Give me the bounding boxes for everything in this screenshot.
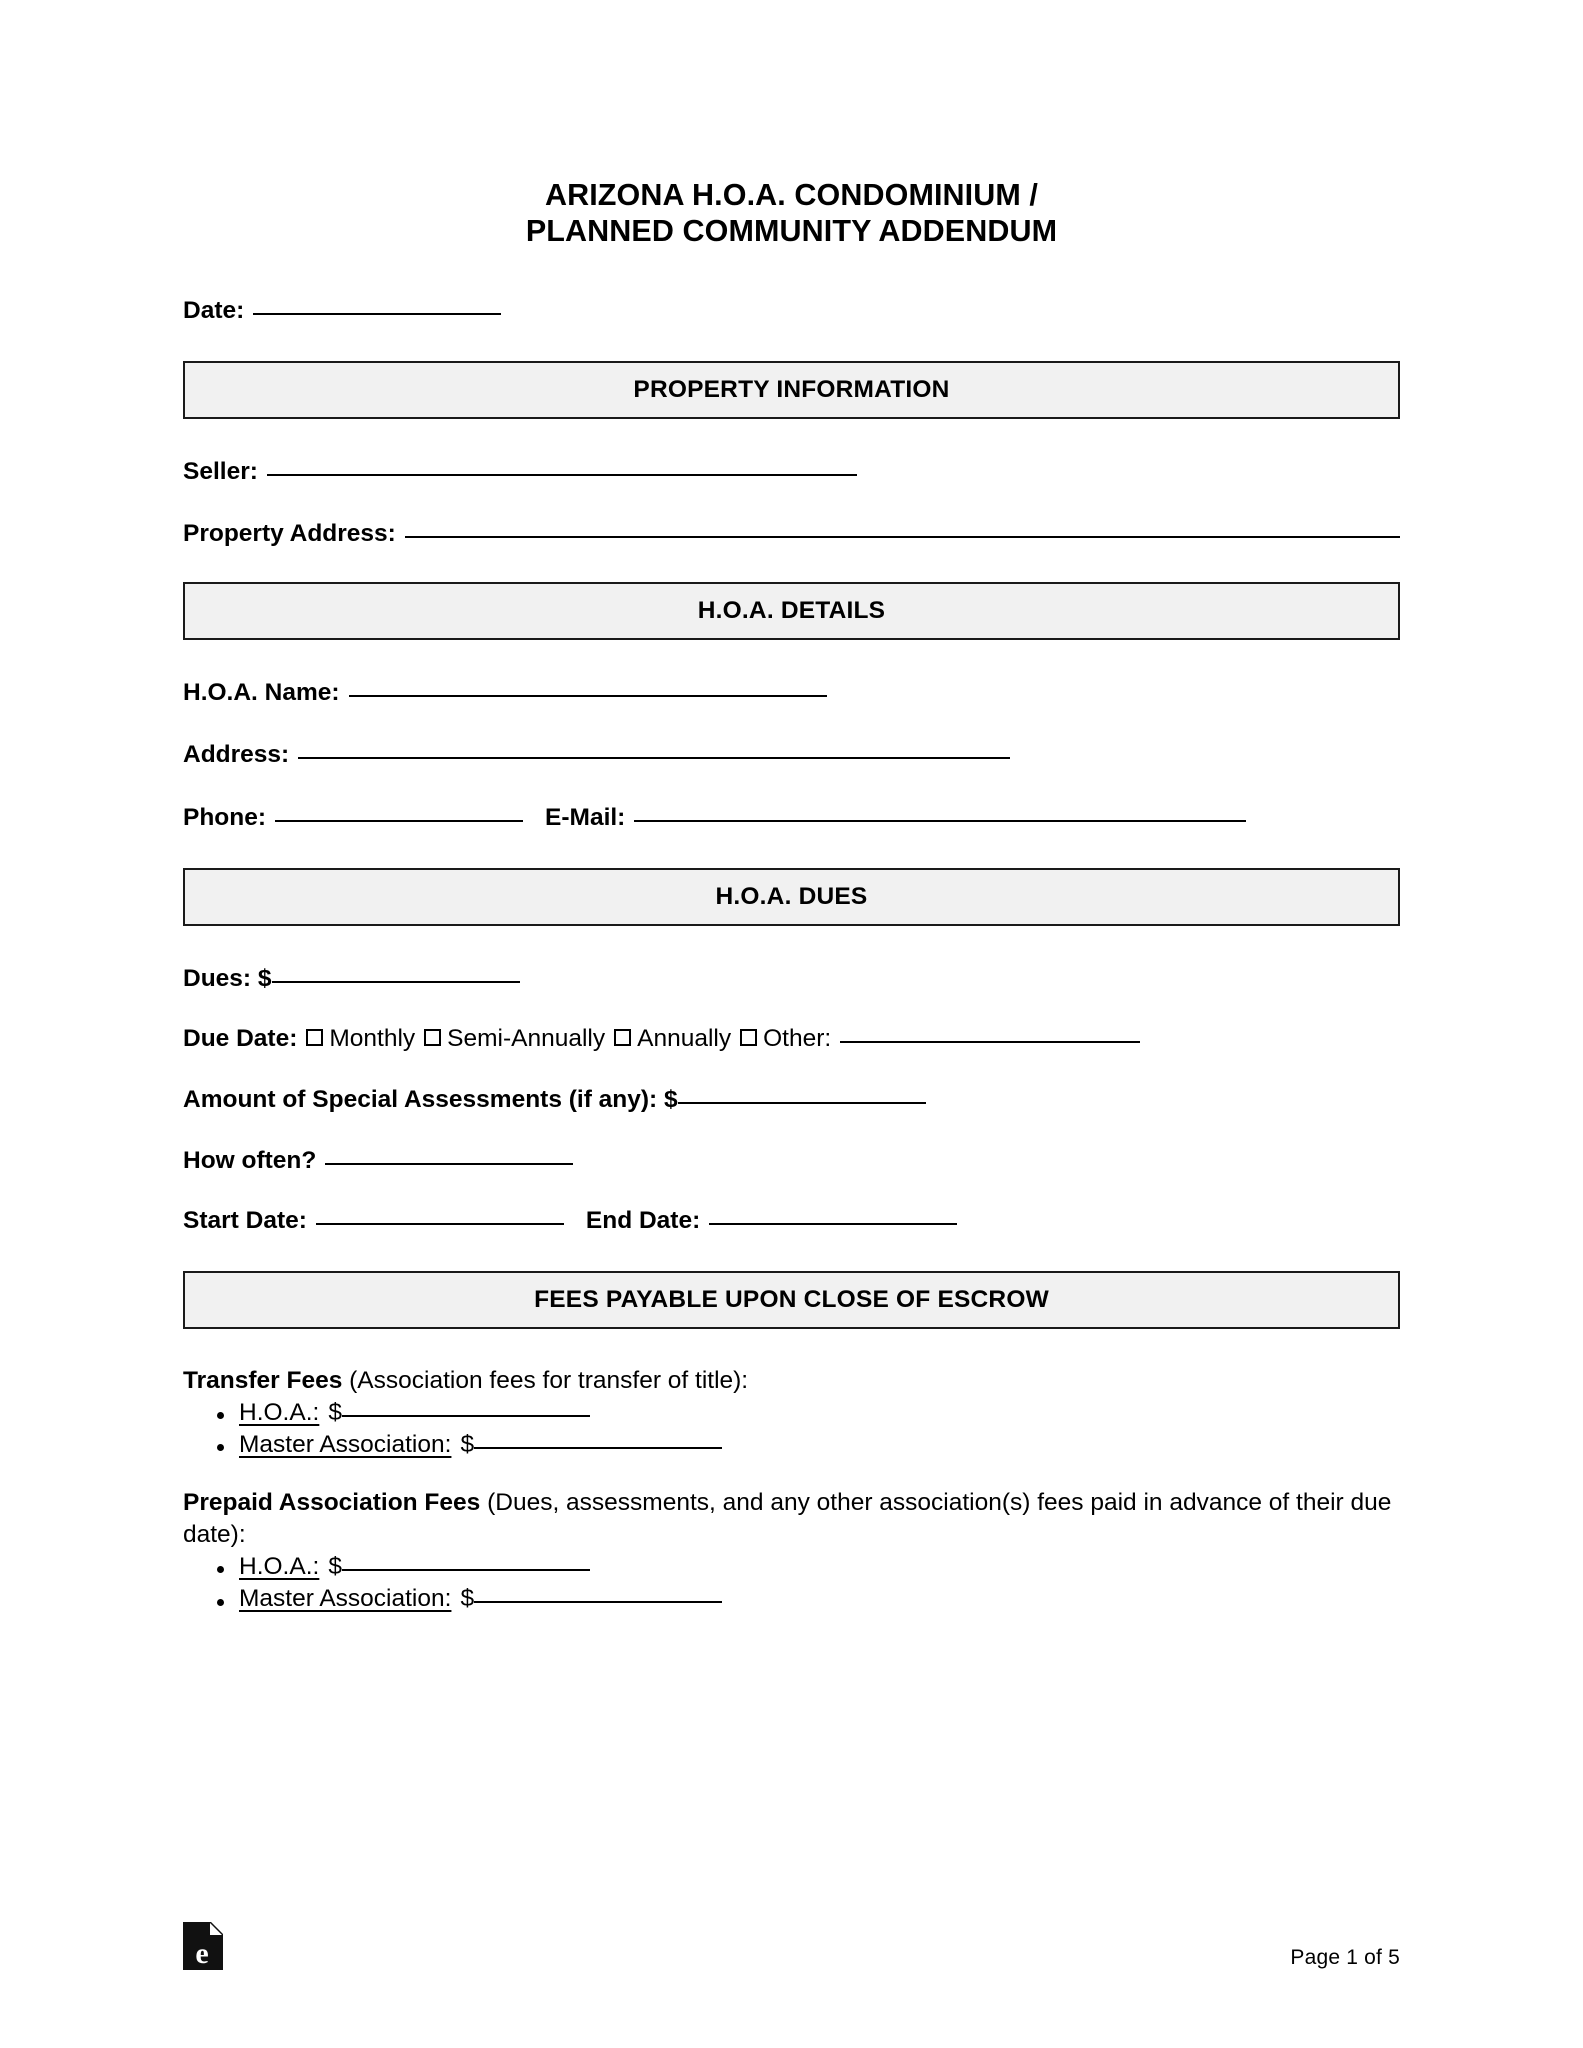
start-date-input-blank[interactable] (316, 1223, 564, 1225)
seller-field-row (183, 457, 1400, 488)
hoa-address-field-row (183, 740, 1400, 771)
document-title-line-1: ARIZONA H.O.A. CONDOMINIUM / (544, 178, 1039, 212)
hoa-phone-input-blank[interactable] (275, 820, 523, 822)
due-date-other-input-blank[interactable] (840, 1041, 1140, 1043)
prepaid-fee-hoa-label: H.O.A.: (239, 1553, 320, 1581)
page-footer (183, 1922, 1400, 1970)
list-item (183, 1397, 1400, 1429)
list-item (183, 1429, 1400, 1461)
section-header-hoa-dues-label: H.O.A. DUES (715, 882, 868, 910)
page-number: Page 1 of 5 (1290, 1946, 1400, 1969)
checkbox-other-label: Other: (763, 1025, 832, 1053)
hoa-name-label: H.O.A. Name: (183, 678, 340, 706)
prepaid-fees-heading (183, 1487, 1400, 1551)
document-title-line-2: PLANNED COMMUNITY ADDENDUM (525, 213, 1058, 248)
transfer-fees-list (183, 1397, 1400, 1462)
section-header-hoa-dues (183, 868, 1400, 926)
document-title (183, 0, 1400, 250)
prepaid-fee-hoa-currency: $ (328, 1553, 342, 1581)
hoa-name-input-blank[interactable] (349, 695, 827, 697)
checkbox-semi-annually[interactable] (424, 1029, 441, 1046)
prepaid-fees-bold-label: Prepaid Association Fees (183, 1489, 481, 1517)
prepaid-fees-list (183, 1551, 1400, 1616)
dues-label: Dues: $ (183, 964, 272, 992)
checkbox-monthly[interactable] (306, 1029, 323, 1046)
property-address-input-blank[interactable] (405, 536, 1400, 538)
eforms-logo-icon (183, 1922, 223, 1970)
property-address-field-row (183, 519, 1400, 550)
checkbox-annually-label: Annually (637, 1025, 732, 1053)
section-header-fees-payable (183, 1271, 1400, 1329)
transfer-fees-bold-label: Transfer Fees (183, 1366, 343, 1394)
bullet-dot-icon (217, 1412, 224, 1419)
prepaid-fee-master-currency: $ (460, 1585, 475, 1613)
prepaid-fee-master-input-blank[interactable] (474, 1601, 722, 1603)
transfer-fee-hoa-input-blank[interactable] (342, 1415, 590, 1417)
hoa-phone-label: Phone: (183, 804, 267, 832)
special-assessments-label: Amount of Special Assessments (if any): $ (183, 1085, 678, 1113)
section-header-property-information-label: PROPERTY INFORMATION (633, 375, 950, 403)
prepaid-fee-master-label: Master Association: (239, 1585, 452, 1613)
prepaid-fees-rest-label: (Dues, assessments, and any other association(s) fees paid in advance of their due date): (183, 1489, 1392, 1549)
date-label: Date: (183, 296, 245, 324)
checkbox-monthly-label: Monthly (329, 1025, 416, 1053)
hoa-name-field-row (183, 678, 1400, 709)
transfer-fee-master-currency: $ (460, 1431, 475, 1459)
due-date-label: Due Date: (183, 1025, 298, 1053)
section-header-property-information (183, 361, 1400, 419)
hoa-address-input-blank[interactable] (298, 757, 1010, 759)
start-end-date-row (183, 1206, 1400, 1237)
bullet-dot-icon (217, 1566, 224, 1573)
transfer-fee-hoa-label: H.O.A.: (239, 1398, 320, 1426)
checkbox-other[interactable] (740, 1029, 757, 1046)
dues-field-row (183, 964, 1400, 995)
list-item (183, 1551, 1400, 1583)
end-date-label: End Date: (585, 1207, 701, 1235)
list-item (183, 1583, 1400, 1615)
eforms-logo-letter: e (195, 1937, 209, 1970)
special-assessments-input-blank[interactable] (678, 1102, 926, 1104)
how-often-field-row (183, 1146, 1400, 1177)
bullet-dot-icon (217, 1599, 224, 1606)
dues-input-blank[interactable] (272, 981, 520, 983)
transfer-fee-master-input-blank[interactable] (474, 1447, 722, 1449)
hoa-email-label: E-Mail: (545, 804, 626, 832)
seller-input-blank[interactable] (267, 474, 857, 476)
property-address-label: Property Address: (183, 520, 396, 548)
transfer-fees-rest-label: (Association fees for transfer of title): (342, 1366, 749, 1394)
prepaid-fee-hoa-input-blank[interactable] (342, 1569, 590, 1571)
hoa-email-input-blank[interactable] (634, 820, 1246, 822)
transfer-fee-master-label: Master Association: (239, 1431, 452, 1459)
bullet-dot-icon (217, 1444, 224, 1451)
section-header-fees-payable-label: FEES PAYABLE UPON CLOSE OF ESCROW (534, 1285, 1049, 1313)
checkbox-semi-annually-label: Semi-Annually (447, 1025, 606, 1053)
hoa-phone-email-row (183, 803, 1400, 834)
how-often-input-blank[interactable] (325, 1163, 573, 1165)
section-header-hoa-details (183, 582, 1400, 640)
due-date-field-row (183, 1024, 1400, 1055)
date-input-blank[interactable] (253, 313, 501, 315)
how-often-label: How often? (183, 1146, 317, 1174)
end-date-input-blank[interactable] (709, 1223, 957, 1225)
seller-label: Seller: (183, 457, 258, 485)
checkbox-annually[interactable] (614, 1029, 631, 1046)
date-field-row (183, 296, 1400, 327)
transfer-fee-hoa-currency: $ (328, 1398, 342, 1426)
hoa-address-label: Address: (183, 741, 290, 769)
start-date-label: Start Date: (183, 1207, 307, 1235)
section-header-hoa-details-label: H.O.A. DETAILS (697, 596, 886, 624)
transfer-fees-heading (183, 1365, 1400, 1397)
special-assessments-field-row (183, 1085, 1400, 1116)
